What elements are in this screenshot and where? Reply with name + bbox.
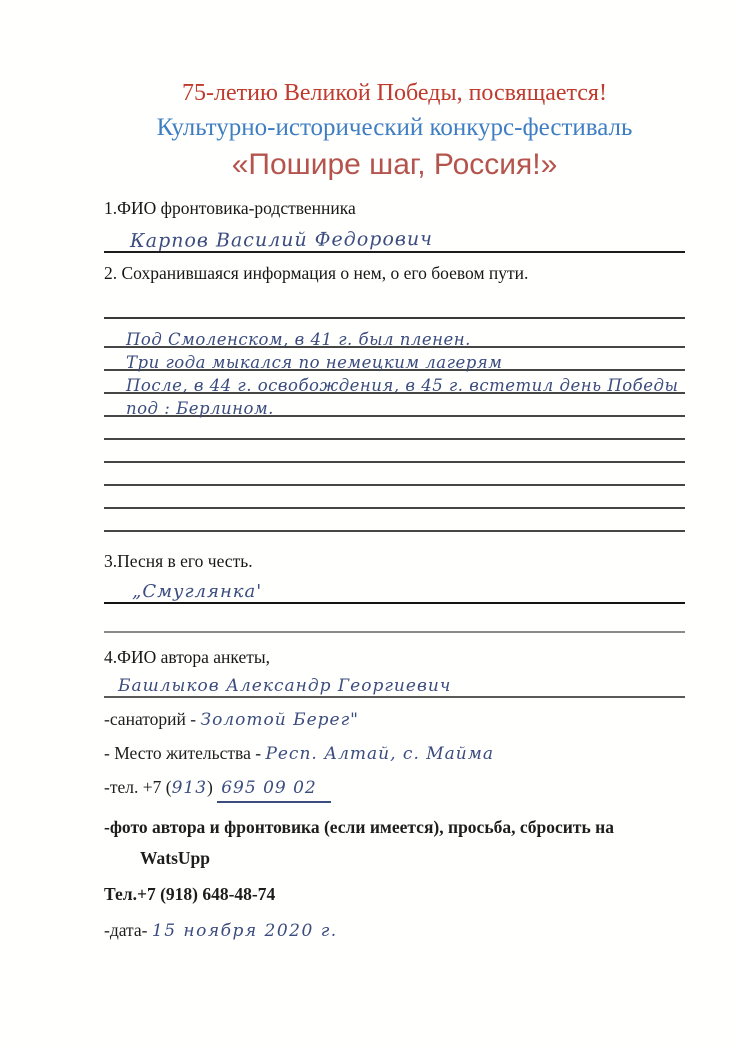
contact-phone: Тел.+7 (918) 648-48-74 [104,884,276,904]
handwritten-author-name: Башлыков Александр Георгиевич [118,676,452,696]
ruled-line-row [104,440,685,463]
sanatorium-field [104,707,685,732]
handwritten-war-info-line: под : Берлином. [126,399,274,418]
ruled-line-row [104,509,685,532]
question2-label: 2. Сохранившаяся информация о нем, о его боевом пути. [104,263,529,283]
question3-answer-line [104,572,685,604]
question4-label: 4.ФИО автора анкеты, [104,647,271,667]
question3-label: 3.Песня в его честь. [104,551,253,571]
handwritten-war-info-line: Под Смоленском, в 41 г. был пленен. [126,330,471,349]
ruled-line-row [104,486,685,509]
sanatorium-label: -санаторий - [104,709,197,729]
photo-request-app: WatsUpp [140,848,211,868]
dedication-heading: 75-летию Великой Победы, посвящается! [182,80,607,106]
question1-label: 1.ФИО фронтовика-родственника [104,198,356,218]
festival-title: «Пошире шаг, Россия!» [231,148,558,181]
handwritten-war-info-line: После, в 44 г. освобождения, в 45 г. встетил день Победы [126,376,679,395]
ruled-line-row [104,463,685,486]
handwritten-residence: Респ. Алтай, с. Майма [265,744,494,764]
handwritten-date: 15 ноября 2020 г. [151,921,338,941]
phone-label: -тел. +7 ( [104,777,172,797]
ruled-line-row [104,417,685,440]
empty-ruled-line [104,631,685,633]
ruled-line-row [104,348,685,371]
phone-label-paren: ) [207,777,213,797]
handwritten-sanatorium: Золотой Берег" [200,710,359,730]
handwritten-veteran-name: Карпов Василий Федорович [129,227,434,253]
handwritten-war-info-line: Три года мыкался по немецким лагерям [126,353,503,372]
question4-answer-line [104,668,685,698]
photo-request-note: -фото автора и фронтовика (если имеется), просьба, сбросить на [104,817,614,837]
ruled-line-row [104,371,685,394]
phone-field [104,775,685,803]
question1-answer-line [104,219,685,253]
date-field [104,918,685,943]
ruled-line-row [104,394,685,417]
handwritten-area-code: 913 [171,778,208,798]
residence-field [104,741,685,766]
handwritten-phone-number: 695 09 02 [217,776,331,803]
war-info-ruled-block [104,317,685,532]
date-label: -дата- [104,920,148,940]
ruled-line-row [104,319,685,348]
festival-subtitle: Культурно-исторический конкурс-фестиваль [156,114,633,141]
handwritten-song-title: „Смуглянка' [132,581,263,602]
residence-label: - Место жительства - [104,743,262,763]
